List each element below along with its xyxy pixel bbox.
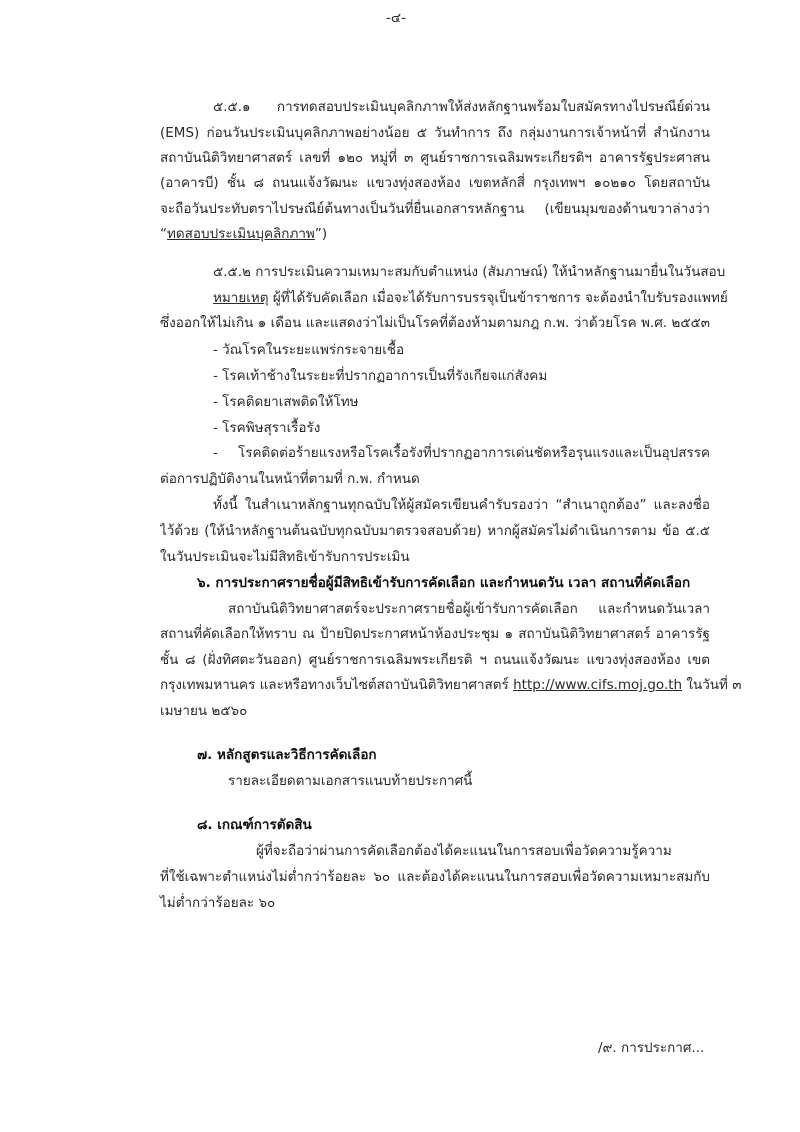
paragraph-line [160,224,327,244]
paragraph-line: ผู้ที่จะถือว่าผ่านการคัดเลือกต้องได้คะแนนในการสอบเพื่อวัดความรู้ความ [256,843,672,859]
quote-mark: ”) [314,226,328,242]
paragraph-line: รายละเอียดตามเอกสารแนบท้ายประกาศนี้ [228,773,473,789]
paragraph-line: ที่ใช้เฉพาะตำแหน่งไม่ต่ำกว่าร้อยละ ๖๐ และต้องได้คะแนนในการสอบเพื่อวัดความเหมาะสมกับ [160,869,710,885]
list-item: - โรคติดยาเสพติดให้โทษ [213,394,359,410]
paragraph-line: ๕.๕.๑ การทดสอบประเมินบุคลิกภาพให้ส่งหลักฐานพร้อมใบสมัครทางไปรษณีย์ด่วน [213,99,710,115]
section-heading: ๘. เกณฑ์การตัดสิน [197,817,312,833]
paragraph-line: (อาคารบี) ชั้น ๘ ถนนแจ้งวัฒนะ แขวงทุ่งสองห้อง เขตหลักสี่ กรุงเทพฯ ๑๐๒๑๐ โดยสถาบัน [160,175,710,191]
paragraph-line: (EMS) ก่อนวันประเมินบุคลิกภาพอย่างน้อย ๕ วันทำการ ถึง กลุ่มงานการเจ้าหน้าที่ สำนักงาน [160,125,710,141]
paragraph-line: จะถือวันประทับตราไปรษณีย์ต้นทางเป็นวันที่ยื่นเอกสารหลักฐาน (เขียนมุมของด้านขวาล่างว่า [160,201,710,217]
paragraph-line: สถาบันนิติวิทยาศาสตร์ เลขที่ ๑๒๐ หมู่ที่ ๓ ศูนย์ราชการเฉลิมพระเกียรติฯ อาคารรัฐประศาสน [160,150,710,166]
note-label: หมายเหตุ [213,290,269,306]
list-item: - วัณโรคในระยะแพร่กระจายเชื้อ [213,342,405,358]
note-text: ผู้ที่ได้รับคัดเลือก เมื่อจะได้รับการบรรจุเป็นข้าราชการ จะต้องนำใบรับรองแพทย์ [268,290,728,306]
paragraph-line: ในวันประเมินจะไม่มีสิทธิเข้ารับการประเมิน [160,549,410,565]
underlined-text: ทดสอบประเมินบุคลิกภาพ [167,226,315,242]
paragraph-line: ซึ่งออกให้ไม่เกิน ๑ เดือน และแสดงว่าไม่เป็นโรคที่ต้องห้ามตามกฎ ก.พ. ว่าด้วยโรค พ.ศ. ๒๕๕๓ [160,315,710,331]
paragraph-line [160,675,741,695]
continuation-marker: /๙. การประกาศ... [598,1040,705,1056]
text: ในวันที่ ๓ [682,677,742,693]
list-item: - โรคพิษสุราเรื้อรัง [213,420,321,436]
paragraph-line: ทั้งนี้ ในสำเนาหลักฐานทุกฉบับให้ผู้สมัครเขียนคำรับรองว่า “สำเนาถูกต้อง” และลงชื่อ [213,497,710,513]
list-item-cont: ต่อการปฏิบัติงานในหน้าที่ตามที่ ก.พ. กำหนด [160,471,420,487]
text: กรุงเทพมหานคร และหรือทางเว็บไซต์สถาบันนิติวิทยาศาสตร์ [160,677,514,693]
list-item: - โรคติดต่อร้ายแรงหรือโรคเรื้อรังที่ปรากฏอาการเด่นชัดหรือรุนแรงและเป็นอุปสรรค [213,445,710,461]
list-item: - โรคเท้าช้างในระยะที่ปรากฏอาการเป็นที่รังเกียจแก่สังคม [213,368,548,384]
note-line [213,288,728,308]
paragraph-line: สถาบันนิติวิทยาศาสตร์จะประกาศรายชื่อผู้เข้ารับการคัดเลือก และกำหนดวันเวลา [228,601,710,617]
paragraph-line: สถานที่คัดเลือกให้ทราบ ณ ป้ายปิดประกาศหน้าห้องประชุม ๑ สถาบันนิติวิทยาศาสตร์ อาคารรัฐ [160,626,710,642]
page-number: -๔- [386,10,406,26]
section-heading: ๖. การประกาศรายชื่อผู้มีสิทธิเข้ารับการคัดเลือก และกำหนดวัน เวลา สถานที่คัดเลือก [197,575,691,591]
paragraph-line: ชั้น ๘ (ฝั่งทิศตะวันออก) ศูนย์ราชการเฉลิมพระเกียรติ ฯ ถนนแจ้งวัฒนะ แขวงทุ่งสองห้อง เขต [160,652,710,668]
paragraph-line: ๕.๕.๒ การประเมินความเหมาะสมกับตำแหน่ง (สัมภาษณ์) ให้นำหลักฐานมายื่นในวันสอบ [213,264,726,280]
website-link[interactable]: http://www.cifs.moj.go.th [513,677,683,693]
quote-mark: “ [160,226,167,242]
section-heading: ๗. หลักสูตรและวิธีการคัดเลือก [197,747,377,763]
paragraph-line: เมษายน ๒๕๖๐ [160,703,248,719]
paragraph-line: ไม่ต่ำกว่าร้อยละ ๖๐ [160,895,276,911]
paragraph-line: ไว้ด้วย (ให้นำหลักฐานต้นฉบับทุกฉบับมาตรวจสอบด้วย) หากผู้สมัครไม่ดำเนินการตาม ข้อ ๕.๕ [160,523,710,539]
